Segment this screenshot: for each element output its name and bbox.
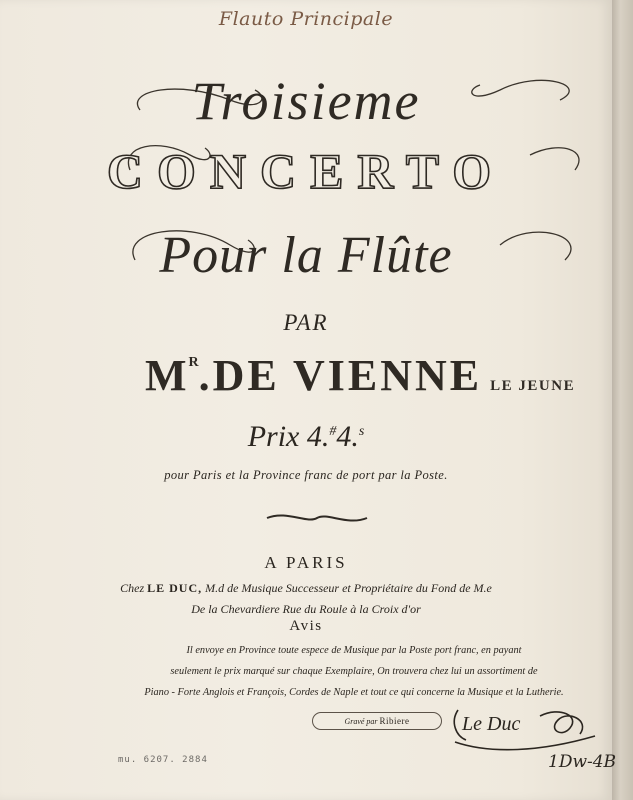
title-line-1: Troisieme [191,71,421,131]
avis-line: seulement le prix marqué sur chaque Exemplaire, On trouvera chez lui un assortiment de [170,666,538,677]
author-suffix: LE JEUNE [490,378,576,394]
title-line-2: CONCERTO [106,143,506,199]
shelfmark: 1Dw-4B [548,752,617,772]
library-stamp: mu. 6207. 2884 [118,755,208,765]
signature-text: Le Duc [462,713,521,735]
price: Prix 4.#4.$^s$ [247,420,365,453]
title-line-3: Pour la Flûte [159,227,453,284]
handwritten-note: Flauto Principale [218,8,394,30]
avis-text [104,640,604,703]
engraver-cartouche: Gravé par Ribiere [312,712,442,730]
city: A PARIS [264,553,348,572]
avis-line: Il envoye en Province toute espece de Musique par la Poste port franc, en payant [186,645,522,656]
divider-ornament [262,508,372,528]
price-note: pour Paris et la Province franc de port par la Poste. [164,468,448,482]
author-line [145,350,605,401]
author-name: .DE VIENNE [198,351,483,400]
author-mr: $M^R$ [145,351,199,400]
avis-line: Piano - Forte Anglois et François, Cordes de Naple et tout ce qui concerne la Musique et la Lutherie. [144,687,564,698]
publisher-line: Chez LE DUC, M.d de Musique Successeur et Propriétaire du Fond de M.e [120,581,492,595]
publisher-address: De la Chevardiere Rue du Roule à la Croix d'or [191,602,421,616]
par-label: PAR [283,310,329,335]
page-edge [612,0,633,800]
avis-heading: Avis [289,618,323,634]
signature-mark [450,706,600,756]
